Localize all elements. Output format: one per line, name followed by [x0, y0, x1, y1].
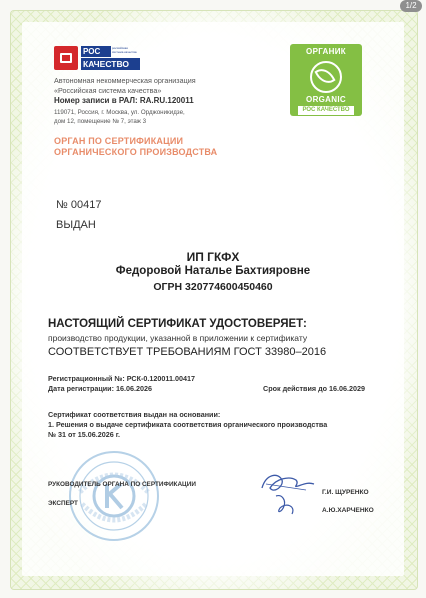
body-line-1: ОРГАН ПО СЕРТИФИКАЦИИ	[54, 136, 184, 146]
org-line-2: «Российская система качества»	[54, 86, 162, 95]
logo-text-top: РОС	[81, 46, 111, 57]
holder-line-1: ИП ГКФХ	[186, 250, 240, 264]
organic-badge	[290, 44, 362, 116]
leaf-icon	[310, 61, 342, 93]
validity-date: Срок действия до 16.06.2029	[263, 384, 366, 393]
issuer-organization	[54, 76, 196, 96]
ros-kachestvo-logo	[54, 46, 138, 70]
address-line-2: дом 12, помещение № 7, этаж 3	[54, 117, 147, 125]
head-name: Г.И. ЩУРЕНКО	[322, 489, 369, 496]
certification-stamp-icon	[66, 448, 162, 544]
expert-name: А.Ю.ХАРЧЕНКО	[322, 507, 374, 514]
address-line-1: 119071, Россия, г. Москва, ул. Орджоникидзе,	[54, 109, 185, 116]
basis-item-line-1: 1. Решения о выдаче сертификата соответствия органического производства	[48, 420, 328, 429]
head-role: РУКОВОДИТЕЛЬ ОРГАНА ПО СЕРТИФИКАЦИИ	[48, 481, 196, 488]
organic-badge-top: ОРГАНИК	[306, 47, 346, 56]
organic-badge-bottom: ORGANIC	[306, 95, 346, 104]
logo-text-small: российская система качества	[112, 46, 137, 54]
registration-date: Дата регистрации: 16.06.2026	[48, 384, 152, 393]
registration-number: Регистрационный №: РСК-0.120011.00417	[48, 374, 195, 383]
org-line-1: Автономная некоммерческая организация	[54, 76, 196, 85]
page-indicator: 1/2	[400, 0, 422, 12]
issuer-address	[54, 109, 264, 126]
conformity-statement: СООТВЕТСТВУЕТ ТРЕБОВАНИЯМ ГОСТ 33980–2016	[48, 346, 327, 358]
certificate-number: № 00417	[56, 199, 102, 211]
product-description: производство продукции, указанной в приложении к сертификату	[48, 333, 308, 343]
basis-item	[48, 420, 378, 440]
signature-icon	[256, 466, 320, 524]
holder-ogrn: ОГРН 320774600450460	[153, 281, 273, 293]
basis-title: Сертификат соответствия выдан на основании:	[48, 410, 221, 419]
basis-item-line-2: № 31 от 15.06.2026 г.	[48, 430, 120, 439]
organic-badge-footer: РОС КАЧЕСТВО	[298, 106, 354, 115]
issued-label: ВЫДАН	[56, 219, 96, 231]
holder-line-2: Федоровой Наталье Бахтияровне	[115, 265, 311, 277]
logo-text-bottom: КАЧЕСТВО	[81, 58, 140, 70]
ral-register-number: Номер записи в РАЛ: RA.RU.120011	[54, 96, 194, 105]
certification-body-title	[54, 136, 217, 158]
logo-square-icon	[54, 46, 78, 70]
expert-role: ЭКСПЕРТ	[48, 500, 78, 507]
certifies-heading: НАСТОЯЩИЙ СЕРТИФИКАТ УДОСТОВЕРЯЕТ:	[48, 318, 307, 330]
body-line-2: ОРГАНИЧЕСКОГО ПРОИЗВОДСТВА	[54, 147, 218, 157]
